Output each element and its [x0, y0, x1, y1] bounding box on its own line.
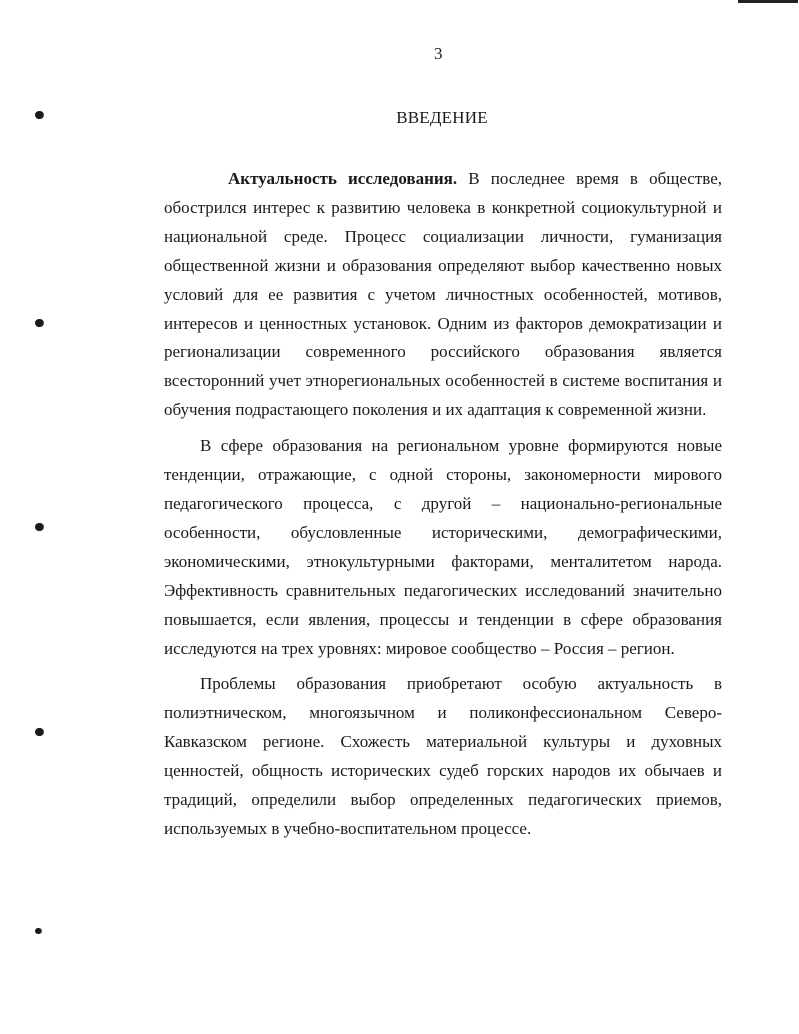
- binding-hole-mark: [35, 319, 43, 327]
- paragraph: В сфере образования на региональном уровне формируются новые тенденции, отражающие, с одной стороны, закономерности мирового педагогического процесса, с другой – национально-региональные особенности, обусловленные историческими, демографическими, экономическими, этнокультурными факторами, менталитетом народа. Эффективность сравнительных педагогических исследований значительно повышается, если явления, процессы и тенденции в сфере образования исследуются на трех уровнях: мировое сообщество – Россия – регион.: [164, 436, 722, 658]
- paragraph-text: В последнее время в обществе, обострился интерес к развитию человека в конкретной социокультурной и национальной среде. Процесс социализации личности, гуманизация общественной жизни и образования определяют выбор качественно новых условий для ее развития с учетом личностных особенностей, мотивов, интересов и ценностных установок. Одним из факторов демократизации и регионализации современного российского образования является всесторонний учет этнорегиональных особенностей в системе воспитания и обучения подрастающего поколения и их адаптация к современной жизни.: [164, 169, 722, 420]
- body-text: [164, 165, 722, 844]
- paragraph: Проблемы образования приобретают особую актуальность в полиэтническом, многоязычном и поликонфессиональном Северо-Кавказском регионе. Схожесть материальной культуры и духовных ценностей, общность исторических судеб горских народов их обычаев и традиций, определили выбор определенных педагогических приемов, используемых в учебно-воспитательном процессе.: [164, 674, 722, 838]
- binding-hole-mark: [35, 928, 41, 934]
- page-number: 3: [434, 44, 443, 63]
- scan-corner-mark: [738, 0, 798, 3]
- paragraph: [164, 165, 722, 425]
- paragraph-lead: Актуальность исследования.: [228, 169, 458, 188]
- binding-hole-mark: [35, 728, 43, 736]
- section-heading: ВВЕДЕНИЕ: [396, 108, 488, 127]
- binding-hole-mark: [35, 523, 43, 531]
